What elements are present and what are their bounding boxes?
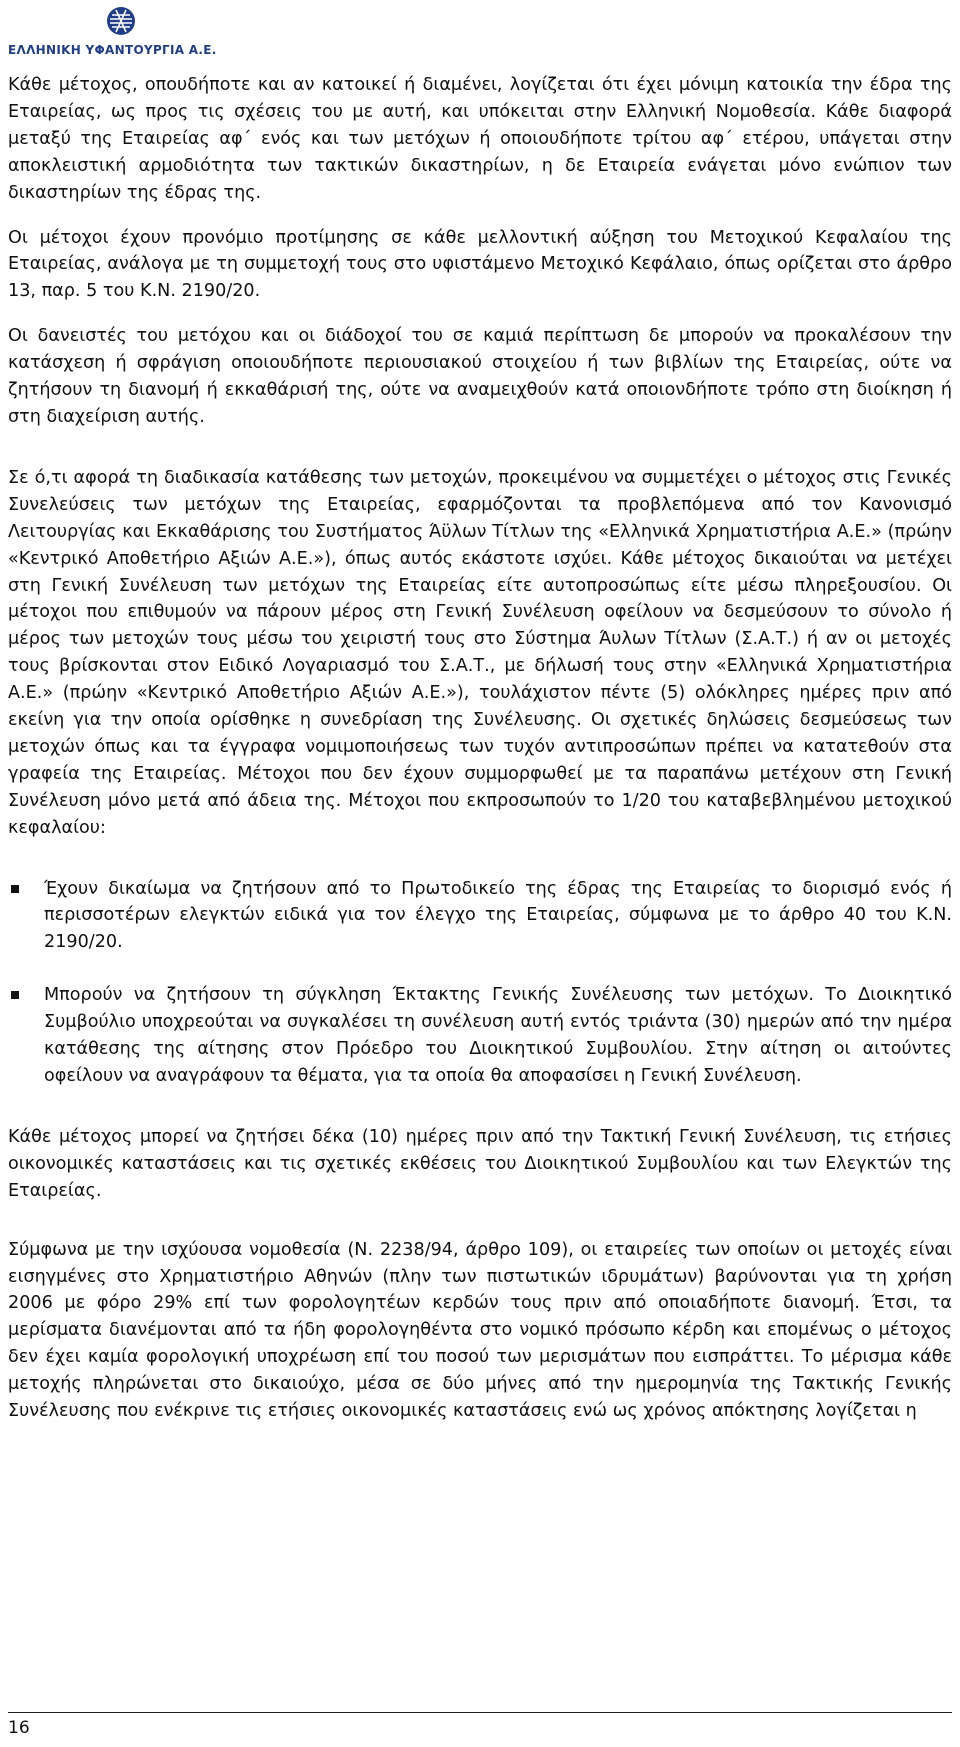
paragraph-creditors: Οι δανειστές του μετόχου και οι διάδοχοί του σε καμιά περίπτωση δε μπορούν να προκαλέσουν την κατάσχεση ή σφράγιση οποιουδήποτε περιουσιακού στοιχείου ή των βιβλίων της Εταιρείας, ούτε να ζητήσουν τη διανομή ή εκκαθάρισή της, ούτε να αναμειχθούν κατά οποιονδήποτε τρόπο στη διοίκηση ή στη διαχείριση αυτής. — [8, 326, 952, 427]
list-item — [8, 982, 952, 1090]
square-bullet-icon — [11, 885, 19, 893]
square-bullet-icon — [11, 991, 19, 999]
list-item-text: Μπορούν να ζητήσουν τη σύγκληση Έκτακτης Γενικής Συνέλευσης των μετόχων. Το Διοικητικό Συμβούλιο υποχρεούται να συγκαλέσει τη συνέλευση αυτή εντός τριάντα (30) ημερών από την ημέρα κατάθεσης της αίτησης στον Πρόεδρο του Διοικητικού Συμβουλίου. Στην αίτηση οι αιτούντες οφείλουν να αναγράφουν τα θέματα, για τα οποία θα αποφασίσει η Γενική Συνέλευση. — [44, 985, 952, 1086]
paragraph-general-meeting-deposit: Σε ό,τι αφορά τη διαδικασία κατάθεσης των μετοχών, προκειμένου να συμμετέχει ο μέτοχος στις Γενικές Συνελεύσεις των μετόχων της Εταιρείας, εφαρμόζονται τα προβλεπόμενα από τον Κανονισμό Λειτουργίας και Εκκαθάρισης του Συστήματος Άϋλων Τίτλων της «Ελληνικά Χρηματιστήρια Α.Ε.» (πρώην «Κεντρικό Αποθετήριο Αξιών Α.Ε.»), όπως αυτός εκάστοτε ισχύει. Κάθε μέτοχος δικαιούται να μετέχει στη Γενική Συνέλευση των μετόχων της Εταιρείας είτε αυτοπροσώπως είτε μέσω πληρεξουσίου. Οι μέτοχοι που επιθυμούν να πάρουν μέρος στη Γενική Συνέλευση οφείλουν να δεσμεύσουν το σύνολο ή μέρος των μετοχών τους μέσω του χειριστή τους στο Σύστημα Άυλων Τίτλων (Σ.Α.Τ.) ή αν οι μετοχές τους βρίσκονται στον Ειδικό Λογαριασμό του Σ.Α.Τ., με δήλωσή τους στην «Ελληνικά Χρηματιστήρια Α.Ε.» (πρώην «Κεντρικό Αποθετήριο Αξιών Α.Ε.»), τουλάχιστον πέντε (5) ολόκληρες ημέρες πριν από εκείνη για την οποία ορίσθηκε η συνεδρίαση της Συνέλευσης. Οι σχετικές δηλώσεις δεσμεύσεως των μετοχών όπως και τα έγγραφα νομιμοποιήσεως των τυχόν αντιπροσώπων πρέπει να κατατεθούν στα γραφεία της Εταιρείας. Μέτοχοι που δεν έχουν συμμορφωθεί με τα παραπάνω μετέχουν στη Γενική Συνέλευση μόνο μετά από άδεια της. Μέτοχοι που εκπροσωπούν το 1/20 του καταβεβλημένου μετοχικού κεφαλαίου: — [8, 467, 952, 838]
document-body — [8, 72, 952, 1425]
page-number: 16 — [8, 1718, 30, 1738]
paragraph-preemption-right: Οι μέτοχοι έχουν προνόμιο προτίμησης σε κάθε μελλοντική αύξηση του Μετοχικού Κεφαλαίου της Εταιρείας, ανάλογα με τη συμμετοχή τους στο υφιστάμενο Μετοχικό Κεφάλαιο, όπως ορίζεται στο άρθρο 13, παρ. 5 του Κ.Ν. 2190/20. — [8, 227, 952, 302]
list-item-text: Έχουν δικαίωμα να ζητήσουν από το Πρωτοδικείο της έδρας της Εταιρείας το διορισμό ενός ή περισσοτέρων ελεγκτών ειδικά για τον έλεγχο της Εταιρείας, σύμφωνα με το άρθρο 40 του Κ.Ν. 2190/20. — [44, 878, 952, 953]
minority-rights-list — [8, 876, 952, 1090]
paragraph-financial-statements: Κάθε μέτοχος μπορεί να ζητήσει δέκα (10) ημέρες πριν από την Τακτική Γενική Συνέλευση, τις ετήσιες οικονομικές καταστάσεις και τις σχετικές εκθέσεις του Διοικητικού Συμβουλίου και των Ελεγκτών της Εταιρείας. — [8, 1126, 952, 1201]
paragraph-shareholder-domicile: Κάθε μέτοχος, οπουδήποτε και αν κατοικεί ή διαμένει, λογίζεται ότι έχει μόνιμη κατοικία την έδρα της Εταιρείας, ως προς τις σχέσεις του με αυτή, και υπόκειται στην Ελληνική Νομοθεσία. Κάθε διαφορά μεταξύ της Εταιρείας αφ΄ ενός και των μετόχων ή οποιουδήποτε τρίτου αφ΄ ετέρου, υπάγεται στην αποκλειστική αρμοδιότητα των τακτικών δικαστηρίων, η δε Εταιρεία ενάγεται μόνο ενώπιον των δικαστηρίων της έδρας της. — [8, 75, 952, 203]
document-header — [8, 4, 248, 60]
company-name: ΕΛΛΗΝΙΚΗ ΥΦΑΝΤΟΥΡΓΙΑ Α.Ε. — [8, 43, 217, 57]
footer-divider — [8, 1712, 952, 1713]
paragraph-dividend-tax: Σύμφωνα με την ισχύουσα νομοθεσία (Ν. 2238/94, άρθρο 109), οι εταιρείες των οποίων οι μετοχές είναι εισηγμένες στο Χρηματιστήριο Αθηνών (πλην των πιστωτικών ιδρυμάτων) βαρύνονται για τη χρήση 2006 με φόρο 29% επί των φορολογητέων κερδών τους πριν από οποιαδήποτε διανομή. Έτσι, τα μερίσματα διανέμονται από τα ήδη φορολογηθέντα στο νομικό πρόσωπο κέρδη και επομένως ο μέτοχος δεν έχει καμία φορολογική υποχρέωση επί του ποσού των μερισμάτων που εισπράττει. Το μέρισμα κάθε μετοχής πληρώνεται στο δικαιούχο, μέσα σε δύο μήνες από την ημερομηνία της Τακτικής Γενικής Συνέλευσης που ενέκρινε τις ετήσιες οικονομικές καταστάσεις ενώ ως χρόνος απόκτησης λογίζεται η — [8, 1239, 952, 1422]
company-logo-icon — [106, 6, 136, 36]
list-item — [8, 876, 952, 957]
